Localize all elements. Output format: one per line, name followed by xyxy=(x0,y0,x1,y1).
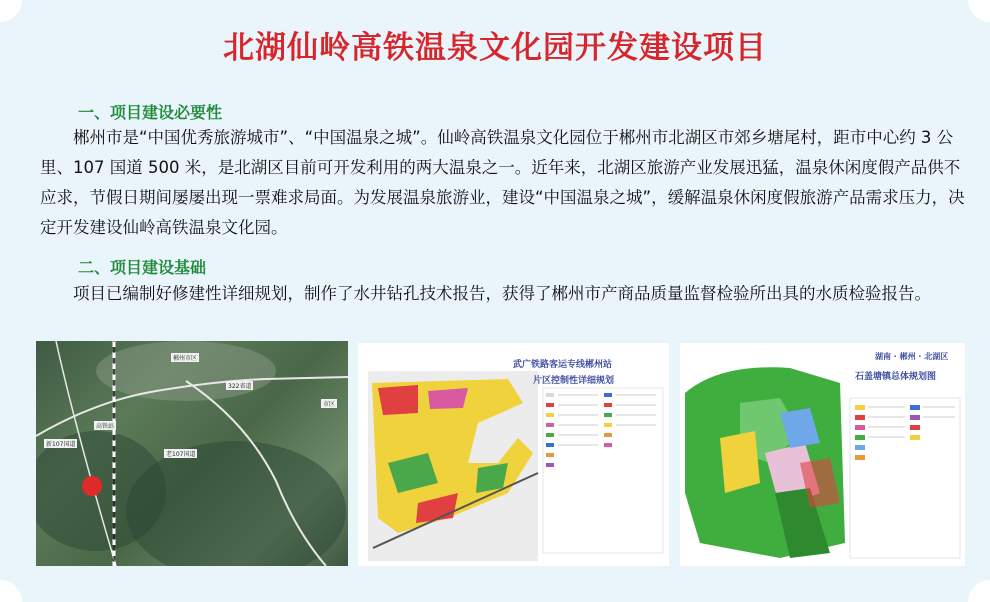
map-label-new-107: 新107国道 xyxy=(46,441,76,448)
section-heading-necessity: 一、项目建设必要性 xyxy=(78,103,223,122)
corner-notch xyxy=(968,580,990,602)
page-title: 北湖仙岭高铁温泉文化园开发建设项目 xyxy=(223,30,767,66)
section-heading-basis: 二、项目建设基础 xyxy=(78,258,207,277)
section-body-basis: 项目已编制好修建性详细规划，制作了水井钻孔技术报告，获得了郴州市产商品质量监督检验所出具的水质检验报告。 xyxy=(73,284,931,303)
plan-map-title-line2: 片区控制性详细规划 xyxy=(533,376,615,386)
section-body-necessity: 郴州市是“中国优秀旅游城市”、“中国温泉之城”。仙岭高铁温泉文化园位于郴州市北湖区市郊乡塘尾村，距市中心约 3 公里、107 国道 500 米，是北湖区目前可开发利用的两大温泉之一。近年来，北湖区旅游产业发展迅猛，温泉休闲度假产品供不应求，节假日期间屡屡出现一票难求局面。为发展温泉旅游业，建设“中国温泉之城”，缓解温泉休闲度假旅游产品需求压力，决定开发建设仙岭高铁温泉文化园。 xyxy=(40,128,965,237)
detailed-plan-map-drawing xyxy=(358,343,669,566)
master-plan-map-image xyxy=(680,343,965,566)
map-label-station: 高铁站 xyxy=(96,423,115,430)
map-label-city: 郴州市区 xyxy=(173,355,198,362)
map-label-old-107: 老107国道 xyxy=(166,451,196,458)
satellite-map-image xyxy=(36,341,348,566)
map-label-district: 市区 xyxy=(323,401,336,408)
corner-notch xyxy=(0,580,22,602)
master-plan-title: 石盖塘镇总体规划图 xyxy=(855,372,937,382)
map-label-provincial-road: 322省道 xyxy=(228,383,252,390)
detailed-plan-map-image xyxy=(358,343,669,566)
corner-notch xyxy=(968,0,990,22)
master-plan-subtitle: 湖南 · 郴州 · 北湖区 xyxy=(875,352,949,361)
plan-map-title-line1: 武广铁路客运专线郴州站 xyxy=(513,360,613,370)
corner-notch xyxy=(0,0,22,22)
